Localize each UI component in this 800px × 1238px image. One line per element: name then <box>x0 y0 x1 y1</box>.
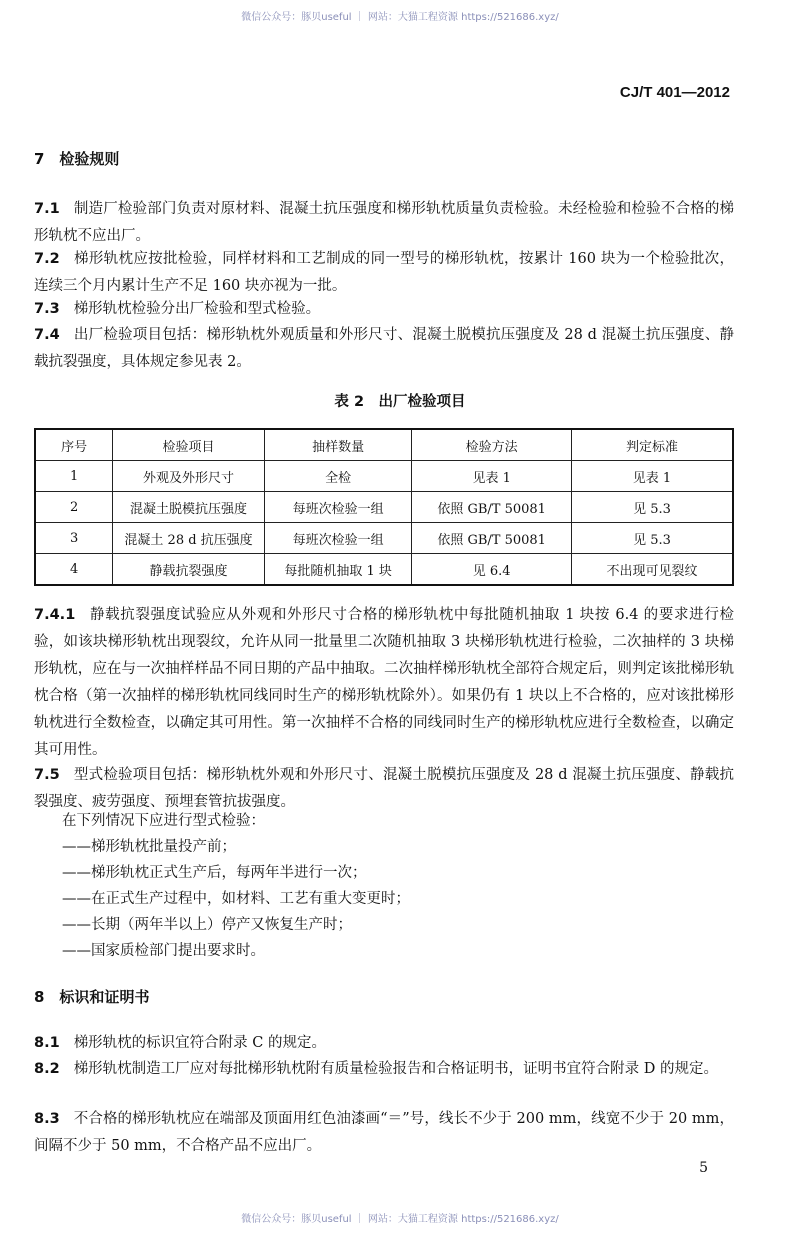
header-cell: 检验项目 <box>113 429 265 461</box>
table-cell: 见表 1 <box>571 461 733 492</box>
section-7-heading: 7 检验规则 <box>34 150 120 168</box>
list-item: ——在正式生产过程中，如材料、工艺有重大变更时； <box>62 891 410 907</box>
list-item: ——梯形轨枕批量投产前； <box>62 839 236 855</box>
watermark-bottom: 微信公众号：豚贝useful ｜ 网站：大猫工程资源 https://521686.xyz/ <box>241 1214 559 1225</box>
header-cell: 检验方法 <box>412 429 572 461</box>
table-cell: 2 <box>35 492 113 523</box>
table-cell: 依照 GB/T 50081 <box>412 492 572 523</box>
clause-text: 出厂检验项目包括：梯形轨枕外观质量和外形尺寸、混凝土脱模抗压强度及 28 d 混凝土抗压强度、静载抗裂强度，具体规定参见表 2。 <box>34 327 734 370</box>
clause-number: 7.4.1 <box>34 607 76 623</box>
inspection-table <box>34 428 734 586</box>
clause-7-3 <box>34 296 734 323</box>
table-row <box>35 492 733 523</box>
table-row <box>35 461 733 492</box>
table-cell: 见 6.4 <box>412 554 572 586</box>
clause-text: 型式检验项目包括：梯形轨枕外观和外形尺寸、混凝土脱模抗压强度及 28 d 混凝土抗压强度、静载抗裂强度、疲劳强度、预埋套管抗拔强度。 <box>34 767 734 810</box>
type-test-list <box>62 808 410 964</box>
table-cell: 每班次检验一组 <box>264 492 412 523</box>
clause-number: 7.3 <box>34 301 60 317</box>
clause-text: 制造厂检验部门负责对原材料、混凝土抗压强度和梯形轨枕质量负责检验。未经检验和检验不合格的梯形轨枕不应出厂。 <box>34 201 734 244</box>
clause-number: 8.3 <box>34 1111 60 1127</box>
clause-text: 不合格的梯形轨枕应在端部及顶面用红色油漆画“＝”号，线长不少于 200 mm，线宽不少于 20 mm，间隔不少于 50 mm，不合格产品不应出厂。 <box>34 1111 734 1154</box>
standard-number: CJ/T 401—2012 <box>619 84 730 101</box>
clause-text: 静载抗裂强度试验应从外观和外形尺寸合格的梯形轨枕中每批随机抽取 1 块按 6.4 的要求进行检验，如该块梯形轨枕出现裂纹，允许从同一批量里二次随机抽取 3 块梯形轨枕进行检验，二次抽样的 3 块梯形轨枕，应在与一次抽样样品不同日期的产品中抽取。二次抽样梯形轨枕全部符合规定后，则判定该批梯形轨枕合格（第一次抽样的梯形轨枕同线同时生产的梯形轨枕除外）。如果仍有 1 块以上不合格的，应对该批梯形轨枕进行全数检查，以确定其可用性。第一次抽样不合格的同线同时生产的梯形轨枕应进行全数检查，以确定其可用性。 <box>34 607 734 758</box>
table-cell: 混凝土脱模抗压强度 <box>113 492 265 523</box>
clause-text: 梯形轨枕检验分出厂检验和型式检验。 <box>73 301 321 317</box>
table-cell: 1 <box>35 461 113 492</box>
clause-number: 7.1 <box>34 201 60 217</box>
header-cell: 序号 <box>35 429 113 461</box>
table-2-caption: 表 2 出厂检验项目 <box>334 394 466 410</box>
watermark-top: 微信公众号：豚贝useful ｜ 网站：大猫工程资源 https://521686.xyz/ <box>241 12 559 23</box>
table-cell: 见表 1 <box>412 461 572 492</box>
page-number: 5 <box>699 1160 708 1176</box>
table-cell: 混凝土 28 d 抗压强度 <box>113 523 265 554</box>
clause-number: 8.1 <box>34 1035 60 1051</box>
list-intro: 在下列情况下应进行型式检验： <box>62 813 265 829</box>
list-item: ——国家质检部门提出要求时。 <box>62 943 265 959</box>
clause-7-1 <box>34 196 734 250</box>
clause-8-1 <box>34 1030 734 1057</box>
clause-number: 7.4 <box>34 327 60 343</box>
table-cell: 3 <box>35 523 113 554</box>
table-cell: 全检 <box>264 461 412 492</box>
list-item: ——长期（两年半以上）停产又恢复生产时； <box>62 917 352 933</box>
clause-8-3 <box>34 1106 734 1160</box>
table-cell: 每批随机抽取 1 块 <box>264 554 412 586</box>
clause-number: 8.2 <box>34 1061 60 1077</box>
table-cell: 4 <box>35 554 113 586</box>
header-cell: 抽样数量 <box>264 429 412 461</box>
table-cell: 每班次检验一组 <box>264 523 412 554</box>
clause-7-4 <box>34 322 734 376</box>
table-header-row <box>35 429 733 461</box>
table-cell: 见 5.3 <box>571 523 733 554</box>
table-row <box>35 523 733 554</box>
clause-text: 梯形轨枕应按批检验，同样材料和工艺制成的同一型号的梯形轨枕，按累计 160 块为一个检验批次，连续三个月内累计生产不足 160 块亦视为一批。 <box>34 251 734 294</box>
clause-7-4-1 <box>34 602 734 764</box>
table-row <box>35 554 733 586</box>
clause-7-2 <box>34 246 734 300</box>
table-cell: 依照 GB/T 50081 <box>412 523 572 554</box>
table-cell: 静载抗裂强度 <box>113 554 265 586</box>
header-cell: 判定标准 <box>571 429 733 461</box>
table-cell: 外观及外形尺寸 <box>113 461 265 492</box>
clause-number: 7.2 <box>34 251 60 267</box>
list-item: ——梯形轨枕正式生产后，每两年半进行一次； <box>62 865 367 881</box>
clause-number: 7.5 <box>34 767 60 783</box>
clause-8-2 <box>34 1056 734 1083</box>
clause-text: 梯形轨枕的标识宜符合附录 C 的规定。 <box>73 1035 326 1051</box>
clause-text: 梯形轨枕制造工厂应对每批梯形轨枕附有质量检验报告和合格证明书，证明书宜符合附录 D 的规定。 <box>73 1061 719 1077</box>
section-8-heading: 8 标识和证明书 <box>34 988 150 1006</box>
table-cell: 不出现可见裂纹 <box>571 554 733 586</box>
table-cell: 见 5.3 <box>571 492 733 523</box>
